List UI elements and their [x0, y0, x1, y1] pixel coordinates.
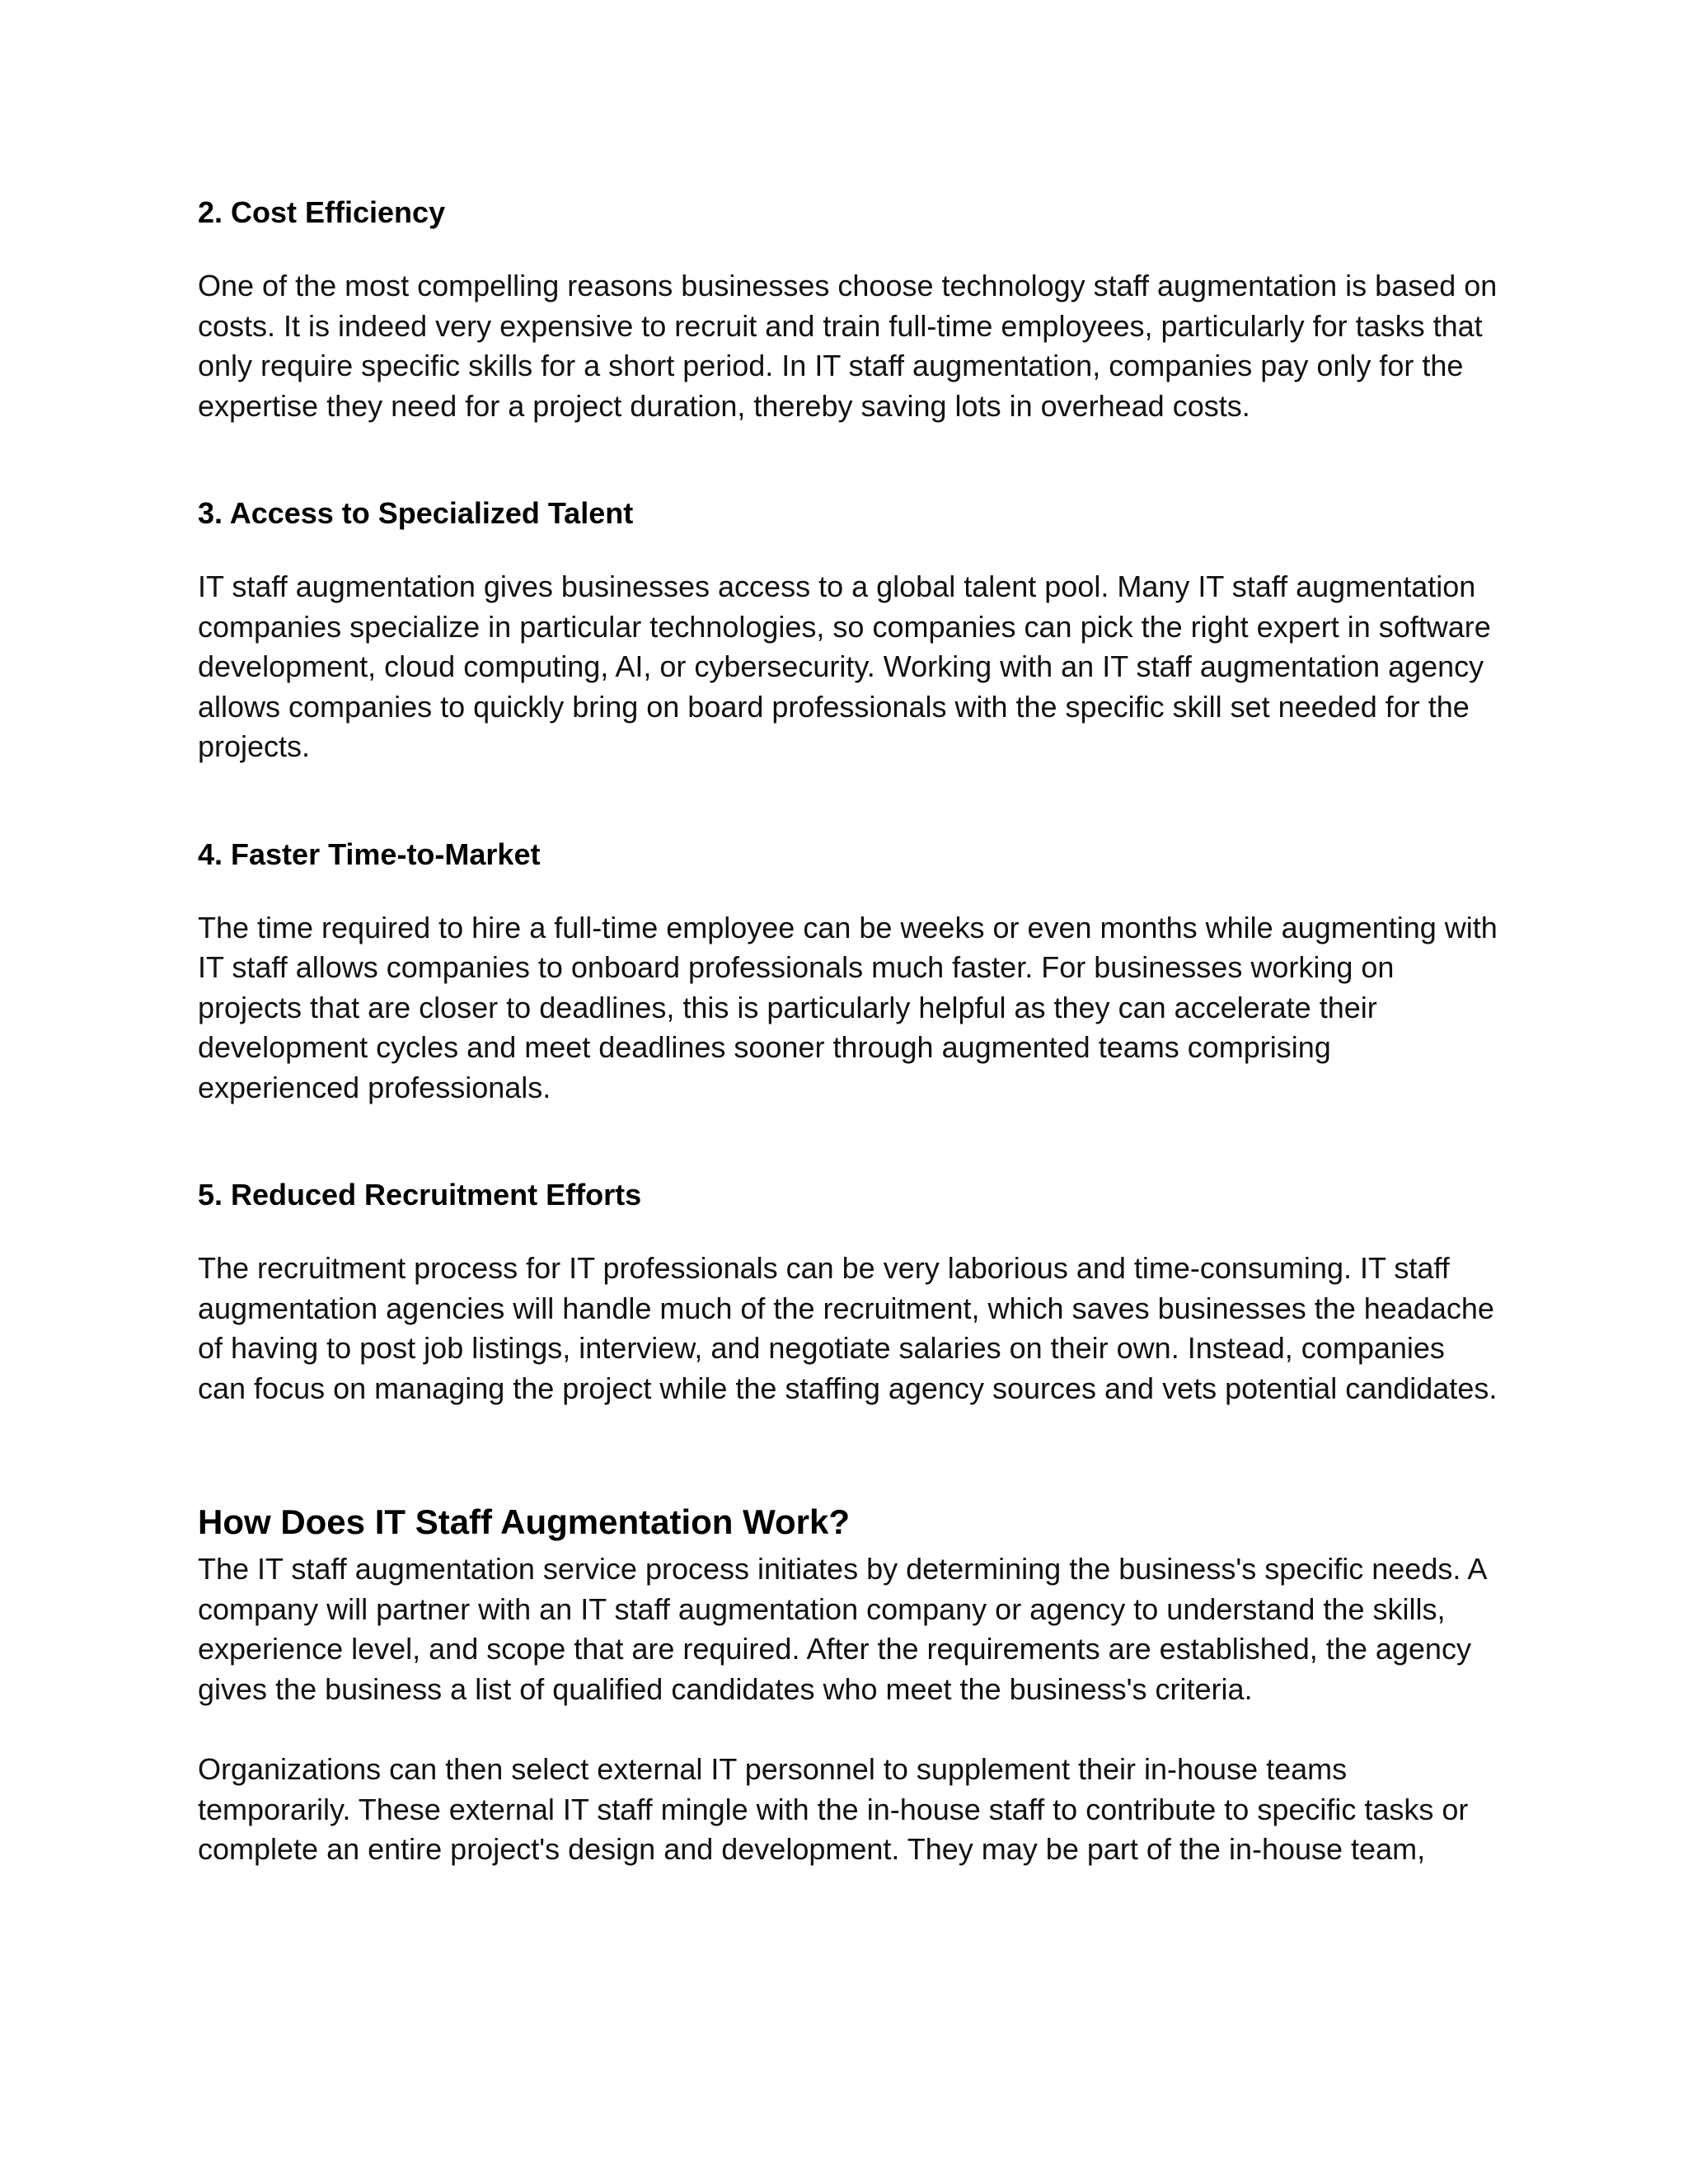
paragraph-recruitment-efforts: The recruitment process for IT professionals can be very laborious and time-consuming. IT staff augmentation agencies will handle much of the recruitment, which saves businesses the headache of having to post job listings, interview, and negotiate salaries on their own. Instead, companies can focus on managing the project while the staffing agency sources and vets potential candidates.	[198, 1251, 1498, 1405]
section-heading-time-to-market: 4. Faster Time-to-Market	[198, 837, 541, 871]
spacer	[198, 1709, 1500, 1750]
paragraph-how-it-works-1: The IT staff augmentation service process initiates by determining the business's specific needs. A company will partner with an IT staff augmentation company or agency to understand the skills, experience level, and scope that are required. After the requirements are established, the agency gives the business a list of qualified candidates who meet the business's criteria.	[198, 1552, 1486, 1706]
section-heading-cost-efficiency: 2. Cost Efficiency	[198, 195, 446, 229]
spacer	[198, 767, 1500, 835]
heading-how-it-works: How Does IT Staff Augmentation Work?	[198, 1502, 851, 1541]
paragraph-specialized-talent: IT staff augmentation gives businesses access to a global talent pool. Many IT staff augmentation companies specialize in particular technologies, so companies can pick the right expert in software development, cloud computing, AI, or cybersecurity. Working with an IT staff augmentation agency allows companies to quickly bring on board professionals with the specific skill set needed for the projects.	[198, 569, 1491, 763]
document-page	[198, 193, 1500, 1870]
spacer	[198, 426, 1500, 494]
spacer	[198, 533, 1500, 567]
section-heading-specialized-talent: 3. Access to Specialized Talent	[198, 496, 634, 530]
spacer	[198, 232, 1500, 266]
paragraph-time-to-market: The time required to hire a full-time employee can be weeks or even months while augmenting with IT staff allows companies to onboard professionals much faster. For businesses working on projects that are closer to deadlines, this is particularly helpful as they can accelerate their development cycles and meet deadlines sooner through augmented teams comprising experienced professionals.	[198, 910, 1498, 1104]
paragraph-how-it-works-2: Organizations can then select external IT personnel to supplement their in-house teams temporarily. These external IT staff mingle with the in-house staff to contribute to specific tasks or complete an entire project's design and development. They may be part of the in-house team,	[198, 1752, 1469, 1866]
spacer	[198, 874, 1500, 908]
spacer	[198, 1108, 1500, 1175]
section-heading-recruitment-efforts: 5. Reduced Recruitment Efforts	[198, 1178, 642, 1212]
spacer	[198, 1408, 1500, 1500]
paragraph-cost-efficiency: One of the most compelling reasons businesses choose technology staff augmentation is based on costs. It is indeed very expensive to recruit and train full-time employees, particularly for tasks that only require specific skills for a short period. In IT staff augmentation, companies pay only for the expertise they need for a project duration, thereby saving lots in overhead costs.	[198, 269, 1498, 423]
spacer	[198, 1215, 1500, 1249]
